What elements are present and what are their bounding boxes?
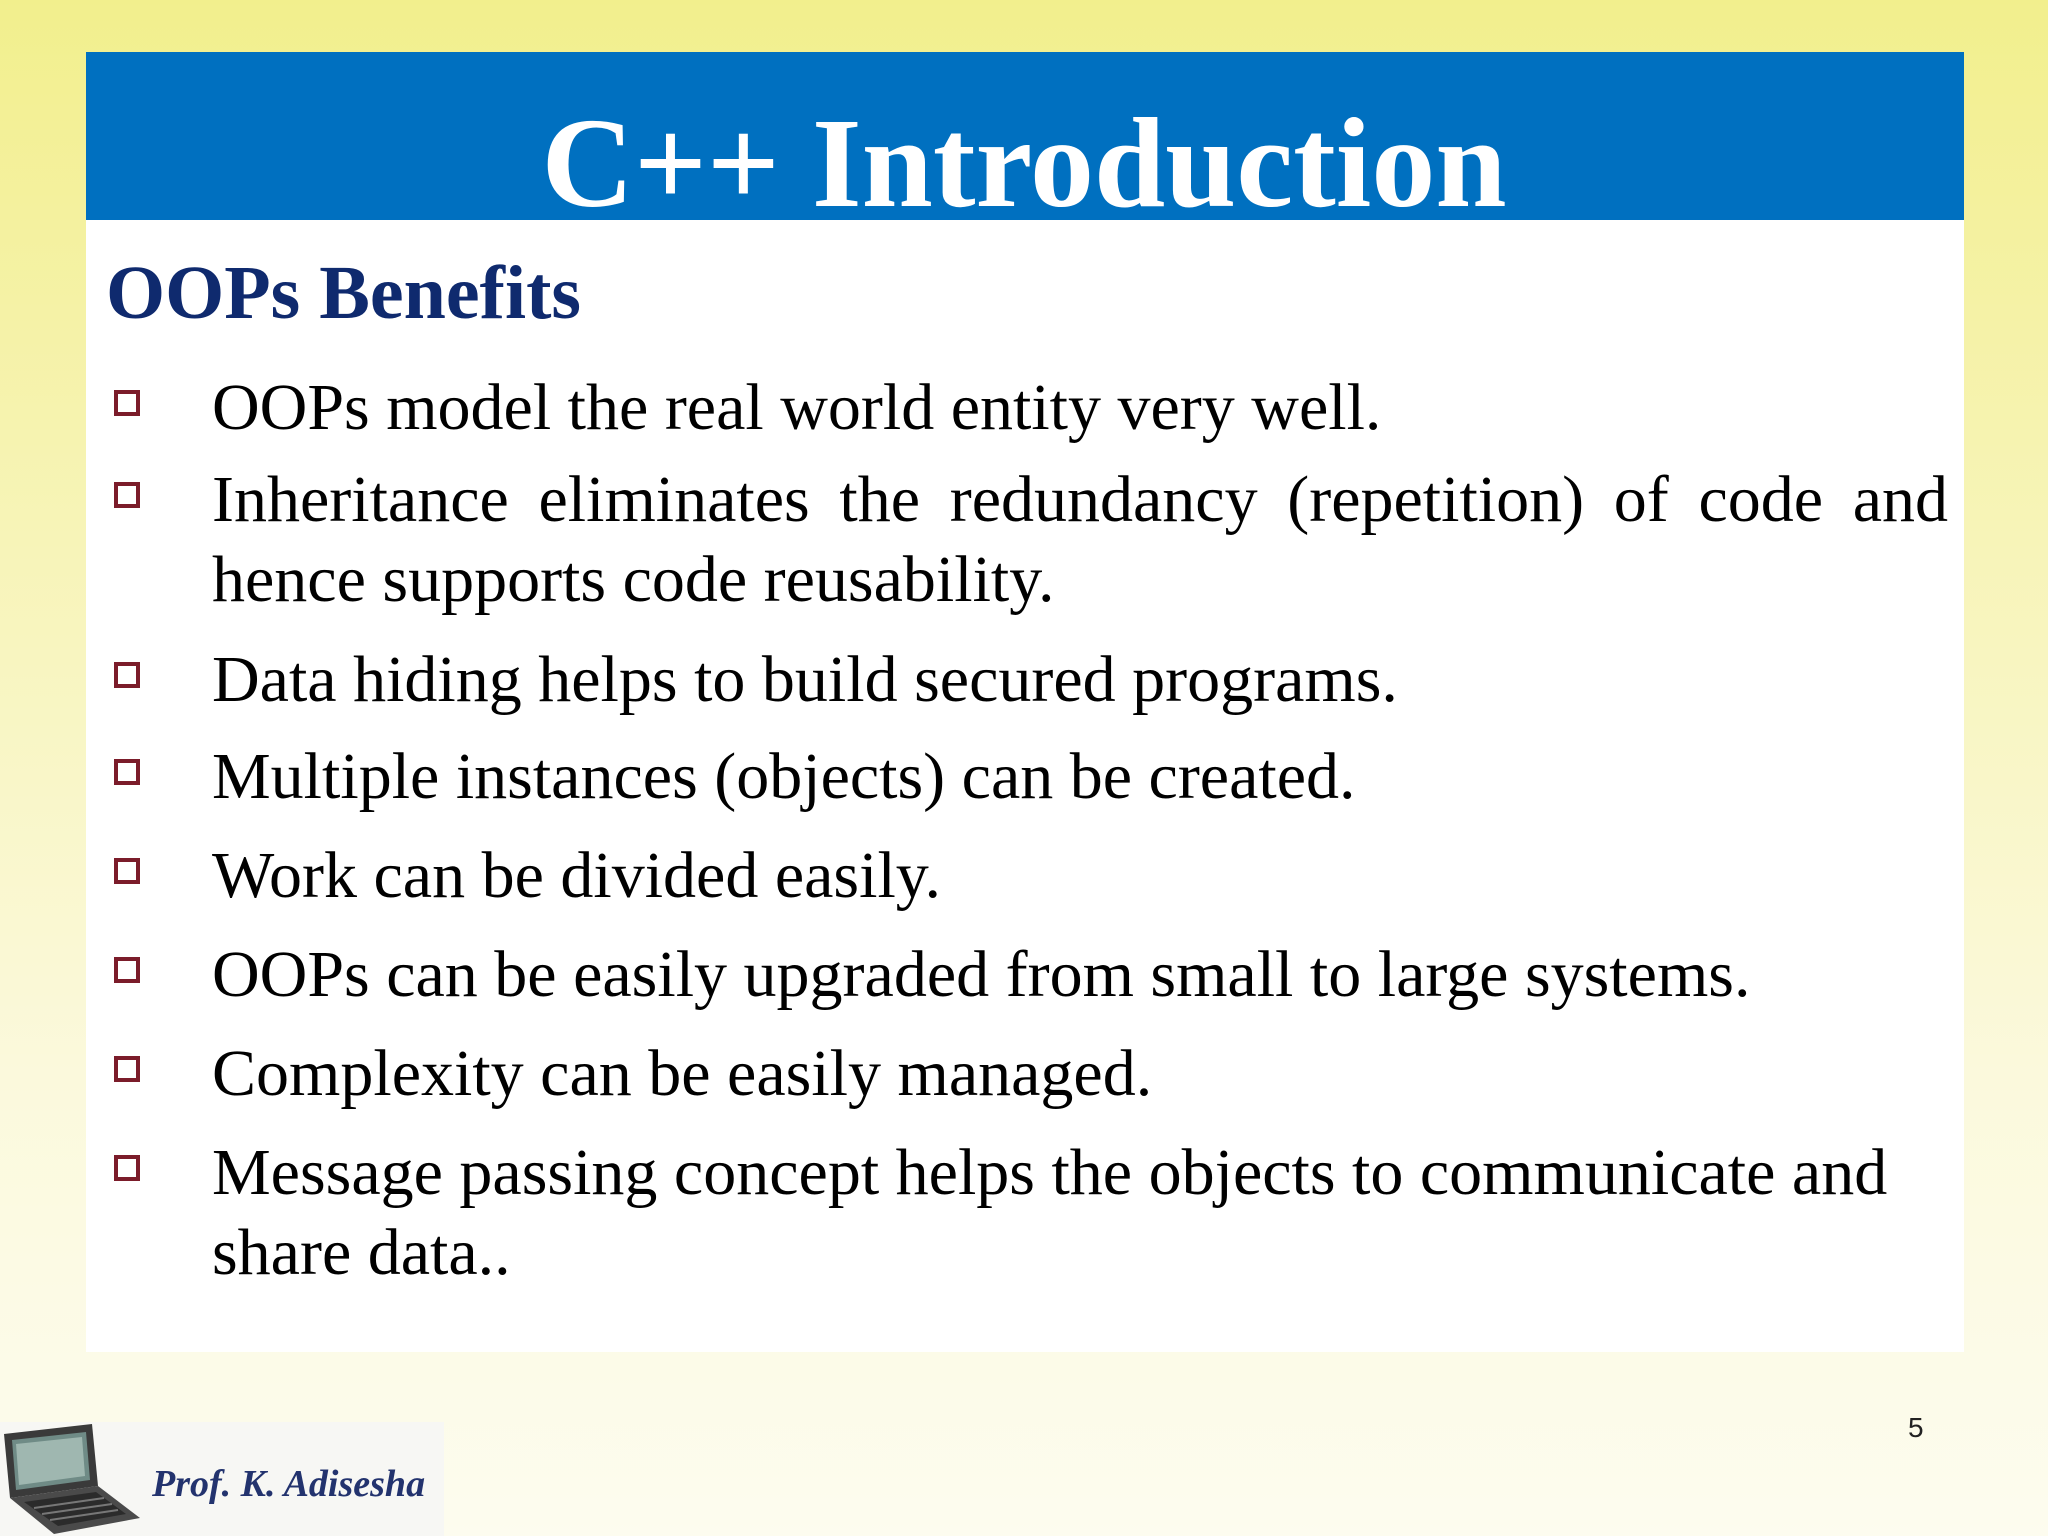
bullet-text: OOPs can be easily upgraded from small to large systems. (212, 938, 1751, 1011)
square-bullet-icon (114, 482, 140, 508)
square-bullet-icon (114, 1056, 140, 1082)
square-bullet-icon (114, 1155, 140, 1181)
square-bullet-icon (114, 858, 140, 884)
bullet-text: Work can be divided easily. (212, 839, 941, 912)
author-logo (0, 1422, 444, 1536)
bullet-text: OOPs model the real world entity very well. (212, 371, 1382, 444)
bullet-text: Message passing concept helps the objects to communicate and share data.. (212, 1136, 1888, 1289)
page-number: 5 (1908, 1412, 1924, 1443)
square-bullet-icon (114, 390, 140, 416)
square-bullet-icon (114, 662, 140, 688)
bullet-text: Data hiding helps to build secured programs. (212, 643, 1398, 716)
square-bullet-icon (114, 957, 140, 983)
laptop-icon (0, 1422, 146, 1536)
bullet-text: Multiple instances (objects) can be created. (212, 740, 1356, 813)
slide-title: C++ Introduction (541, 92, 1507, 234)
slide-subtitle: OOPs Benefits (106, 251, 581, 335)
bullet-text: Inheritance eliminates the redundancy (repetition) of code and hence supports code reusability. (212, 463, 1948, 616)
author-signature: Prof. K. Adisesha (152, 1463, 426, 1505)
square-bullet-icon (114, 759, 140, 785)
bullet-text: Complexity can be easily managed. (212, 1037, 1153, 1110)
